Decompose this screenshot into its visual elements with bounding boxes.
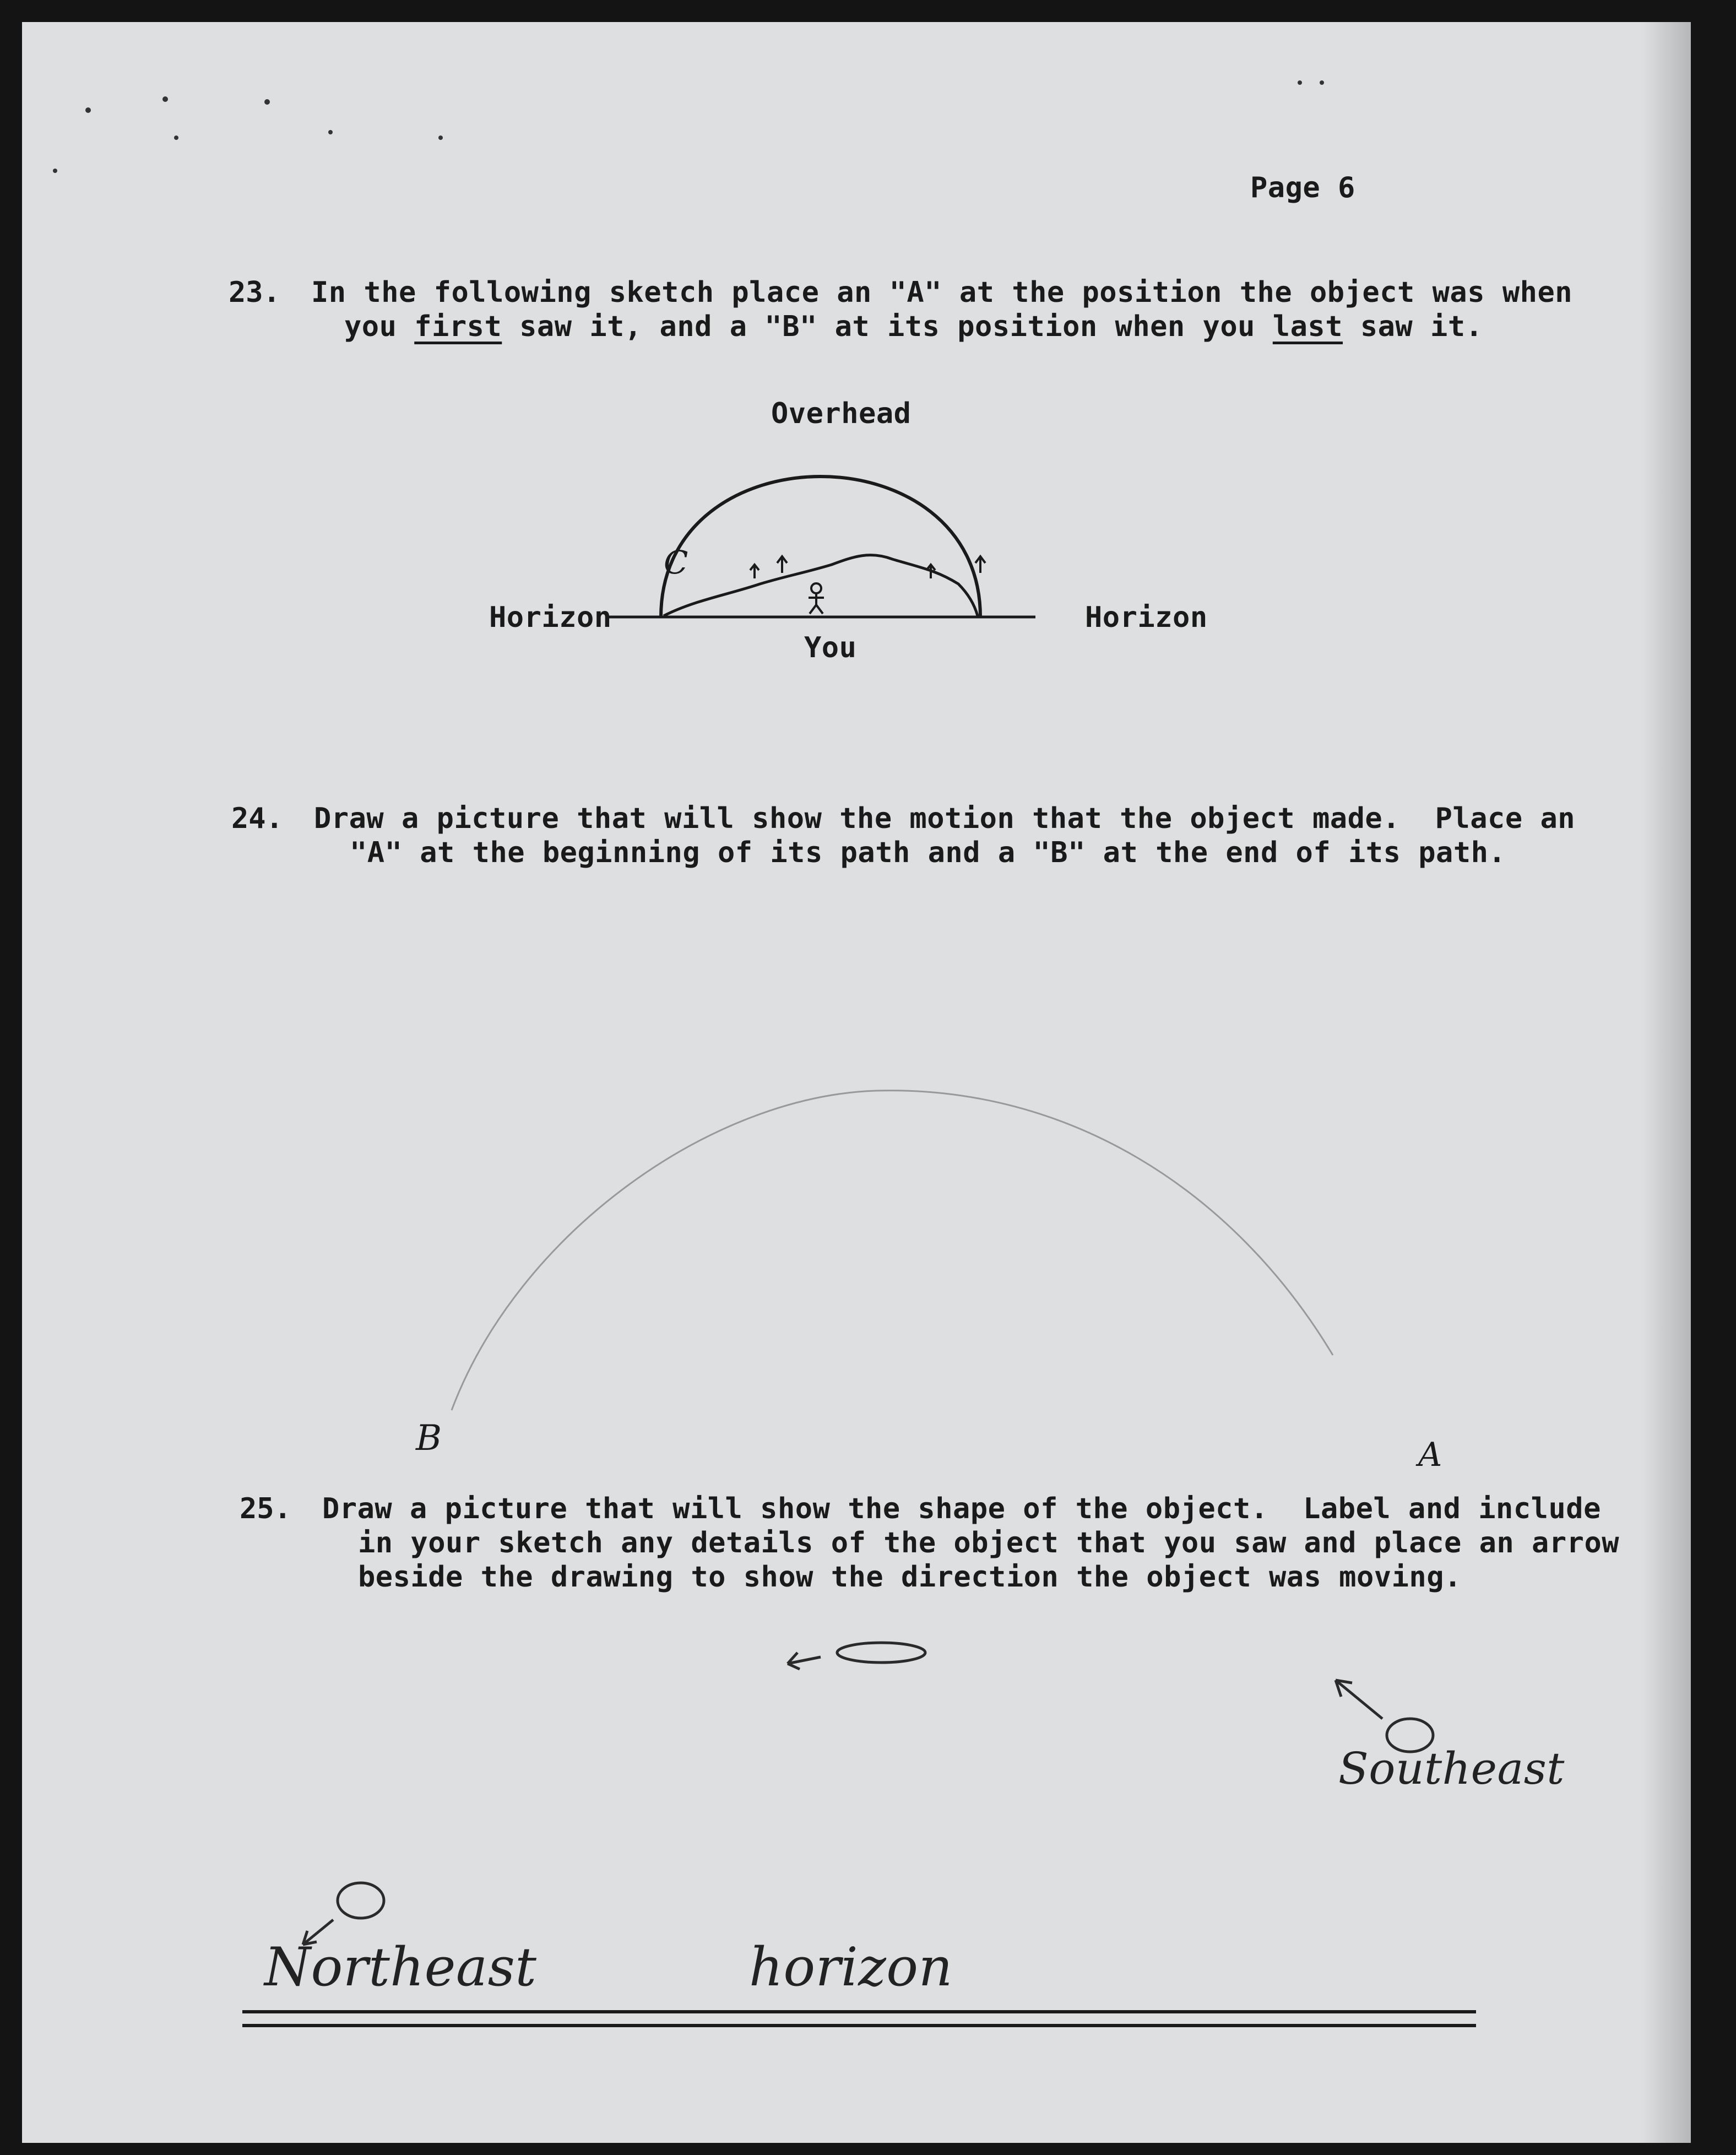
q25-number: 25.: [240, 1492, 291, 1525]
q23-first-underlined: first: [414, 310, 502, 343]
stick-figure-icon: [809, 583, 824, 614]
q23-line2-part1: you: [344, 310, 415, 343]
q24-number: 24.: [231, 802, 283, 835]
q25-line1: Draw a picture that will show the shape of the object. Label and include: [322, 1492, 1601, 1525]
q25-line3: beside the drawing to show the direction the object was moving.: [358, 1561, 1462, 1594]
northeast-object-sketch: [338, 1883, 384, 1918]
q25-handwritten-northeast: Northeast: [264, 1936, 537, 1998]
sky-dome-diagram: [606, 477, 1035, 617]
object-ellipse-sketch: [837, 1643, 925, 1663]
q25-handwritten-sketches: [303, 1643, 1433, 1945]
q25-line2: in your sketch any details of the object that you saw and place an arrow: [358, 1526, 1620, 1560]
southeast-arrow: [1336, 1680, 1382, 1719]
document-page: [22, 22, 1691, 2143]
page-drawings: [22, 22, 1691, 2143]
q24-line1: Draw a picture that will show the motion that the object made. Place an: [314, 802, 1576, 835]
q25-handwritten-horizon: horizon: [749, 1936, 953, 1998]
page-number: Page 6: [1250, 171, 1355, 204]
q23-last-underlined: last: [1272, 310, 1343, 343]
q24-handwritten-b: B: [416, 1418, 442, 1459]
diagram-horizon-right-label: Horizon: [1085, 601, 1208, 634]
q24-line2: "A" at the beginning of its path and a "B" at the end of its path.: [350, 836, 1506, 869]
sky-dome-arc: [661, 477, 980, 617]
q24-handwritten-motion-arc: [452, 1091, 1333, 1410]
tree-icons: [750, 556, 985, 578]
q24-handwritten-a: A: [1418, 1436, 1442, 1474]
q23-number: 23.: [229, 276, 280, 309]
q25-handwritten-southeast: Southeast: [1338, 1743, 1565, 1794]
diagram-you-label: You: [804, 631, 857, 664]
diagram-horizon-left-label: Horizon: [489, 601, 612, 634]
scan-specks: [53, 80, 1324, 173]
q23-line2-part3: saw it.: [1343, 310, 1483, 343]
diagram-handwritten-c: C: [664, 544, 688, 581]
diagram-overhead-label: Overhead: [771, 397, 912, 430]
q23-line2-part2: saw it, and a "B" at its position when you: [502, 310, 1273, 343]
object-arrow-left: [788, 1653, 821, 1669]
q23-line1: In the following sketch place an "A" at the position the object was when: [311, 276, 1573, 309]
